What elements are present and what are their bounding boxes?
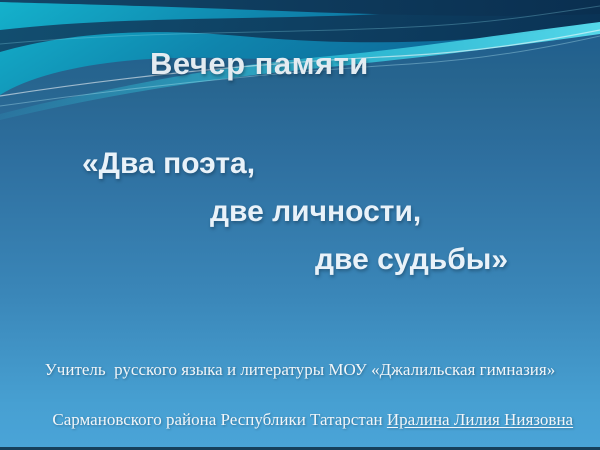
slide-subtitle — [0, 140, 600, 284]
subtitle-line-2: две личности, — [210, 195, 422, 228]
credit-line-2 — [0, 382, 600, 450]
credit-line-1: Учитель русского языка и литературы МОУ «Джалильская гимназия» — [44, 360, 556, 379]
author-name: Иралина Лилия Ниязовна — [386, 410, 574, 429]
subtitle-line-1: «Два поэта, — [82, 147, 256, 180]
credit-line-2-text: Сармановского района Республики Татарстан — [52, 410, 387, 429]
slide-credit — [0, 357, 600, 450]
subtitle-line-3: две судьбы» — [315, 243, 509, 276]
slide-title: Вечер памяти — [150, 46, 369, 81]
